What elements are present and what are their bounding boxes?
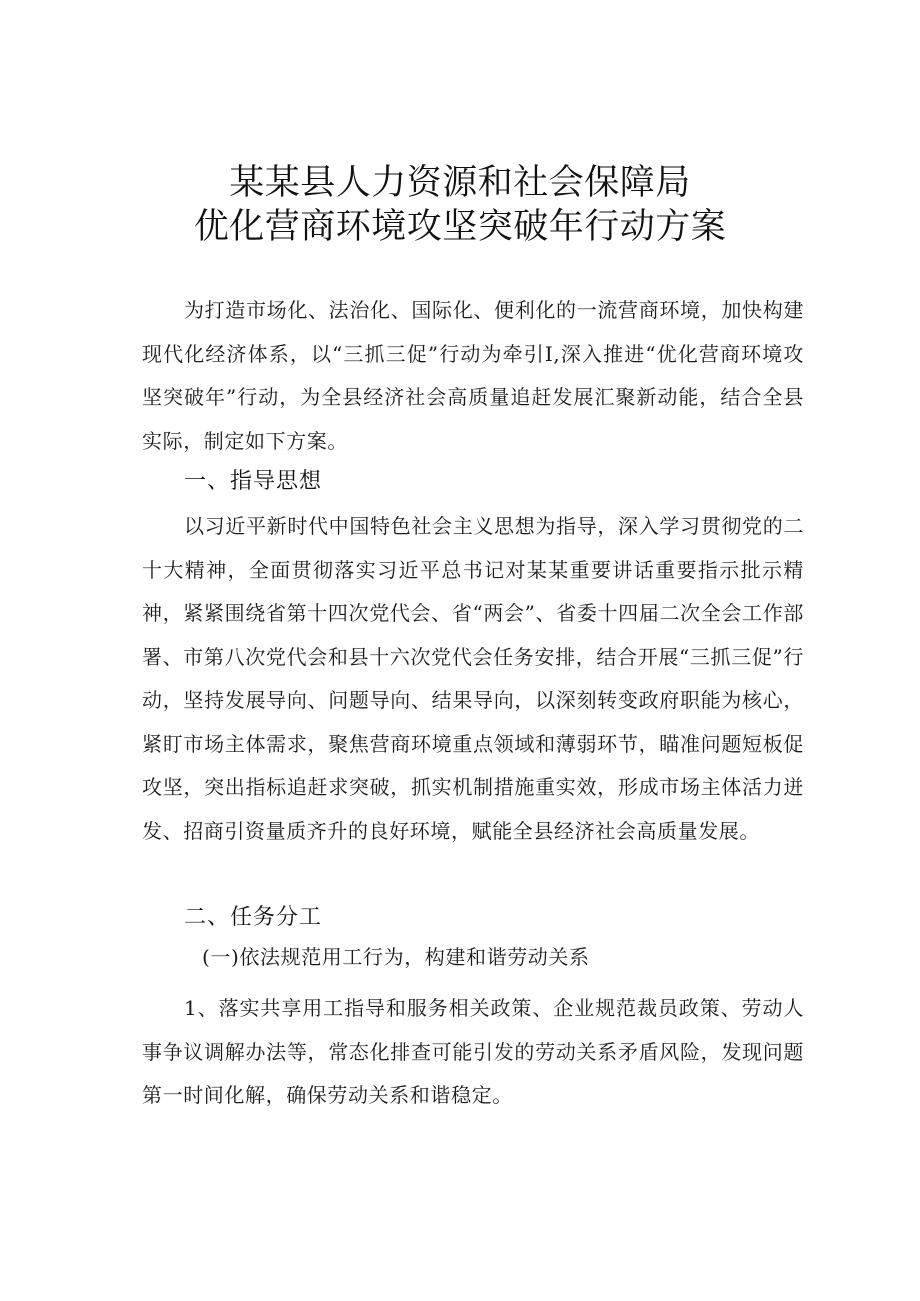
section2-heading: 二、任务分工 xyxy=(184,905,323,930)
item1-paragraph: 1、落实共享用工指导和服务相关政策、企业规范裁员政策、劳动人事争议调解办法等，常态化排查可能引发的劳动关系矛盾风险，发现问题第一时间化解，确保劳动关系和谐稳定。 xyxy=(142,996,804,1107)
subsection1-heading: (一)依法规范用工行为，构建和谐劳动关系 xyxy=(202,945,590,969)
section1-heading: 一、指导思想 xyxy=(184,469,323,494)
section1-paragraph: 以习近平新时代中国特色社会主义思想为指导，深入学习贯彻党的二十大精神，全面贯彻落实习近平总书记对某某重要讲话重要指示批示精神，紧紧围绕省第十四次党代会、省“两会”、省委十四届二次全会工作部署、市第八次党代会和县十六次党代会任务安排，结合开展“三抓三促”行动，坚持发展导向、问题导向、结果导向，以深刻转变政府职能为核心，紧盯市场主体需求，聚焦营商环境重点领域和薄弱环节，瞄准问题短板促攻坚，突出指标追赶求突破，抓实机制措施重实效，形成市场主体活力迸发、招商引资量质齐升的良好环境，赋能全县经济社会高质量发展。 xyxy=(142,514,804,843)
intro-paragraph: 为打造市场化、法治化、国际化、便利化的一流营商环境，加快构建现代化经济体系，以“三抓三促”行动为牵引I,深入推进“优化营商环境攻坚突破年”行动，为全县经济社会高质量追赶发展汇聚新动能，结合全县实际，制定如下方案。 xyxy=(142,298,804,453)
document-title-line2: 优化营商环境攻坚突破年行动方案 xyxy=(193,207,727,247)
document-title-line1: 某某县人力资源和社会保障局 xyxy=(229,163,691,203)
